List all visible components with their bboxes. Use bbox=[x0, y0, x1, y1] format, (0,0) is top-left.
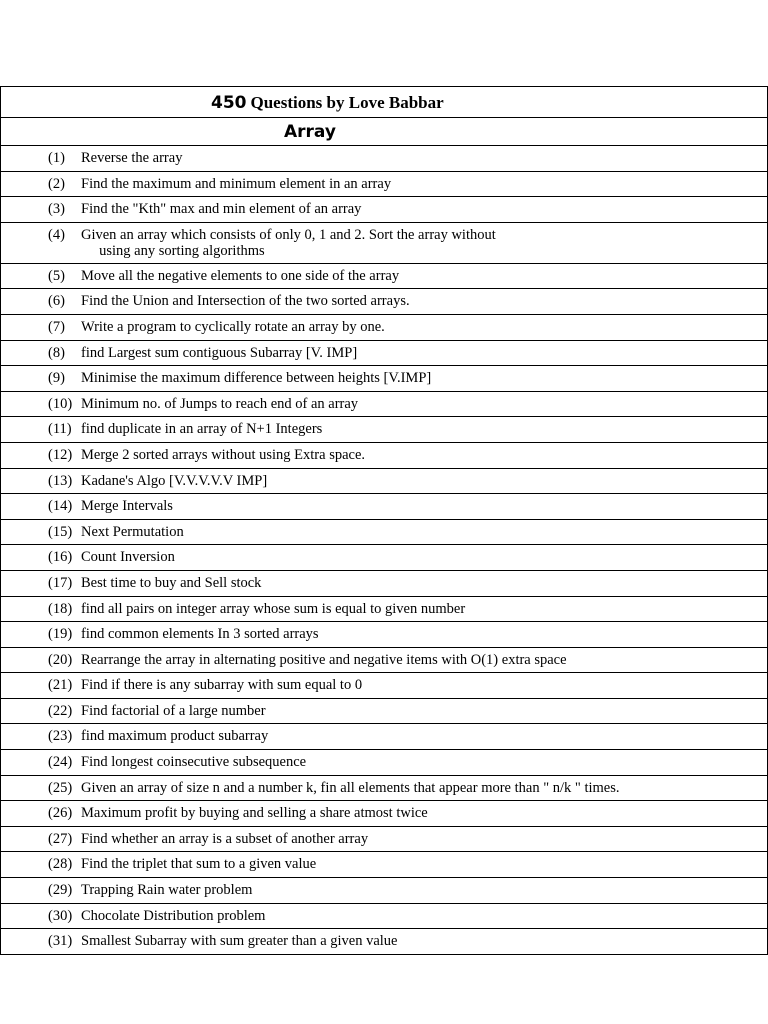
question-number: (1) bbox=[48, 150, 65, 166]
question-number: (10) bbox=[48, 395, 73, 412]
question-text: Chocolate Distribution problem bbox=[81, 907, 266, 924]
question-number: (26) bbox=[48, 805, 73, 822]
question-number: (11) bbox=[48, 421, 72, 438]
question-number: (24) bbox=[48, 754, 73, 771]
question-row bbox=[0, 827, 768, 853]
question-text: Maximum profit by buying and selling a share atmost twice bbox=[81, 805, 428, 822]
question-text: Smallest Subarray with sum greater than a given value bbox=[81, 933, 398, 950]
question-row bbox=[0, 929, 768, 955]
question-number: (2) bbox=[48, 175, 65, 192]
question-number: (6) bbox=[48, 293, 65, 310]
question-text: Trapping Rain water problem bbox=[81, 882, 253, 899]
question-row bbox=[0, 264, 768, 290]
question-text: find duplicate in an array of N+1 Integers bbox=[81, 421, 323, 438]
question-text: find maximum product subarray bbox=[81, 728, 269, 745]
document-title bbox=[211, 92, 444, 115]
question-number: (13) bbox=[48, 472, 73, 489]
question-text: Move all the negative elements to one side of the array bbox=[81, 267, 400, 284]
question-row bbox=[0, 699, 768, 725]
question-row bbox=[0, 197, 768, 223]
question-row bbox=[0, 597, 768, 623]
question-number: (8) bbox=[48, 344, 65, 361]
section-title: Array bbox=[284, 122, 336, 142]
question-row bbox=[0, 622, 768, 648]
question-text: Rearrange the array in alternating positive and negative items with O(1) extra space bbox=[81, 651, 567, 668]
question-text: Merge 2 sorted arrays without using Extra space. bbox=[81, 446, 366, 463]
question-row bbox=[0, 673, 768, 699]
question-text: Given an array of size n and a number k, fin all elements that appear more than " n/k " times. bbox=[81, 779, 620, 796]
question-number: (25) bbox=[48, 779, 73, 796]
question-text: Count Inversion bbox=[81, 549, 175, 566]
question-row bbox=[0, 172, 768, 198]
question-text: Best time to buy and Sell stock bbox=[81, 574, 262, 591]
question-text: Find the triplet that sum to a given value bbox=[81, 856, 317, 873]
question-number: (28) bbox=[48, 856, 73, 873]
title-text: Questions by Love Babbar bbox=[250, 93, 444, 112]
question-number: (17) bbox=[48, 574, 73, 591]
question-text: Kadane's Algo [V.V.V.V.V IMP] bbox=[81, 472, 268, 489]
question-text: find common elements In 3 sorted arrays bbox=[81, 626, 319, 643]
question-row bbox=[0, 904, 768, 930]
question-row bbox=[0, 315, 768, 341]
question-row bbox=[0, 341, 768, 367]
question-table bbox=[0, 86, 768, 955]
question-number: (27) bbox=[48, 830, 73, 847]
question-number: (23) bbox=[48, 728, 73, 745]
question-text: Find the maximum and minimum element in an array bbox=[81, 175, 392, 192]
question-row bbox=[0, 392, 768, 418]
question-number: (12) bbox=[48, 446, 73, 463]
question-text: Reverse the array bbox=[81, 150, 183, 166]
question-list bbox=[0, 146, 768, 955]
question-number: (7) bbox=[48, 318, 65, 335]
question-row bbox=[0, 545, 768, 571]
question-number: (9) bbox=[48, 370, 65, 387]
question-number: (31) bbox=[48, 933, 73, 950]
question-row bbox=[0, 417, 768, 443]
question-row bbox=[0, 520, 768, 546]
question-text: Minimise the maximum difference between heights [V.IMP] bbox=[81, 370, 432, 387]
question-row bbox=[0, 648, 768, 674]
question-row bbox=[0, 776, 768, 802]
question-row bbox=[0, 289, 768, 315]
question-number: (21) bbox=[48, 677, 73, 694]
question-number: (16) bbox=[48, 549, 73, 566]
question-number: (3) bbox=[48, 201, 65, 218]
question-row bbox=[0, 469, 768, 495]
question-number: (20) bbox=[48, 651, 73, 668]
question-number: (29) bbox=[48, 882, 73, 899]
question-text: find all pairs on integer array whose sum is equal to given number bbox=[81, 600, 466, 617]
section-header-row bbox=[0, 118, 768, 146]
title-number: 450 bbox=[211, 93, 247, 113]
question-number: (14) bbox=[48, 498, 73, 515]
question-number: (15) bbox=[48, 523, 73, 540]
question-row bbox=[0, 852, 768, 878]
question-text: find Largest sum contiguous Subarray [V. IMP] bbox=[81, 344, 358, 361]
question-number: (19) bbox=[48, 626, 73, 643]
question-number: (4) bbox=[48, 226, 65, 243]
question-row bbox=[0, 724, 768, 750]
question-row bbox=[0, 801, 768, 827]
question-text: Next Permutation bbox=[81, 523, 184, 540]
question-number: (18) bbox=[48, 600, 73, 617]
question-text: Minimum no. of Jumps to reach end of an array bbox=[81, 395, 359, 412]
question-text: Find factorial of a large number bbox=[81, 702, 266, 719]
title-row bbox=[0, 86, 768, 118]
question-row bbox=[0, 878, 768, 904]
question-row bbox=[0, 146, 768, 172]
question-text: Find if there is any subarray with sum equal to 0 bbox=[81, 677, 363, 694]
question-number: (22) bbox=[48, 702, 73, 719]
question-text: Find longest coinsecutive subsequence bbox=[81, 754, 307, 771]
question-number: (5) bbox=[48, 267, 65, 284]
question-row bbox=[0, 494, 768, 520]
question-row bbox=[0, 750, 768, 776]
question-text: Merge Intervals bbox=[81, 498, 173, 515]
question-row bbox=[0, 223, 768, 264]
question-text: Write a program to cyclically rotate an array by one. bbox=[81, 318, 385, 335]
question-row bbox=[0, 571, 768, 597]
question-row bbox=[0, 366, 768, 392]
question-text: Find the "Kth" max and min element of an array bbox=[81, 201, 362, 218]
question-text: Find whether an array is a subset of another array bbox=[81, 830, 369, 847]
question-text: Given an array which consists of only 0, 1 and 2. Sort the array without using any sorting algorithms bbox=[81, 226, 496, 259]
question-row bbox=[0, 443, 768, 469]
question-number: (30) bbox=[48, 907, 73, 924]
question-text: Find the Union and Intersection of the two sorted arrays. bbox=[81, 293, 410, 310]
